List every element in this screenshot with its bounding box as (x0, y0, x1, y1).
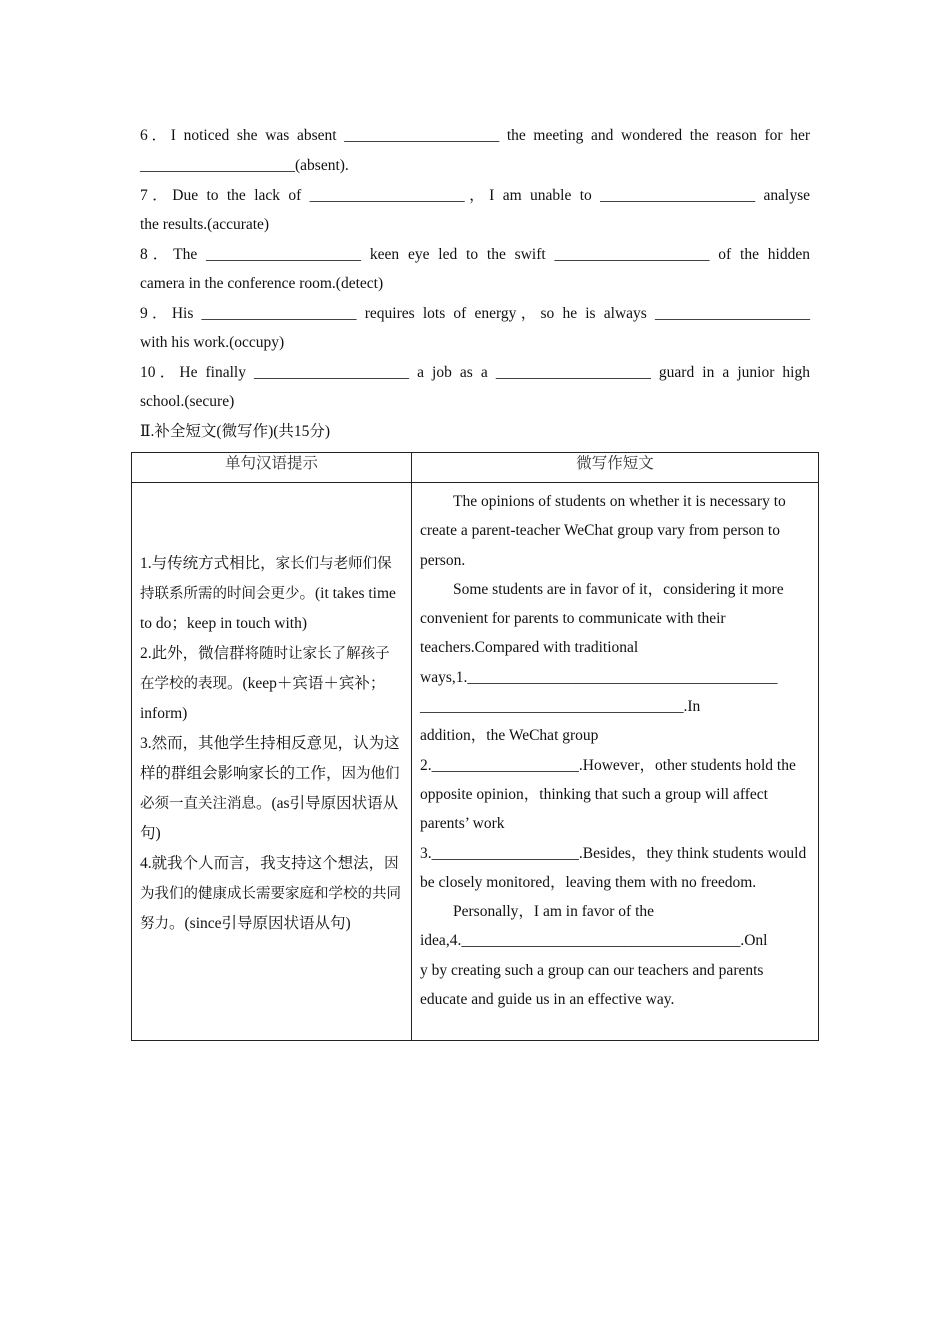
hint-3-note: 。(as引导原因状语从句) (140, 795, 399, 842)
hint-4 (140, 849, 403, 939)
essay-text (412, 483, 818, 1014)
hint-1-note: 。(it takes time to do；keep in touch with) (140, 585, 396, 632)
exercise-8-line-1: 8．The ____________________ keen eye led to the swift ____________________ of the hidden (140, 246, 810, 263)
essay-paragraph-3: Personally，I am in favor of the (453, 903, 655, 921)
blank-4-line: idea,4.____________________________________.Onl (420, 932, 768, 950)
exercise-7-line-1: 7．Due to the lack of ____________________，I am unable to ____________________ analyse (140, 187, 810, 204)
essay-paragraph-2: Some students are in favor of it，considering it more convenient for parents to communicate with their teachers.Compared with traditional (420, 580, 784, 657)
essay-addition: addition，the WeChat group (420, 727, 599, 745)
hint-3-key: 因为他们必须一直关注消息 (140, 766, 400, 812)
hint-1-key: 家长们与老师们保持联系所需的时间会更少 (140, 556, 392, 602)
exercise-6-line-2: ____________________(absent). (140, 157, 349, 174)
essay-conclusion: y by creating such a group can our teachers and parents educate and guide us in an effective way. (420, 961, 764, 1009)
hint-3-plain: 3.然而，其他学生持相反意见，认为这样的群组会影响家长的工作， (140, 735, 400, 782)
exercise-9-line-2: with his work.(occupy) (140, 334, 285, 351)
hint-1 (140, 549, 403, 639)
exercise-6-line-1: 6．I noticed she was absent ____________________ the meeting and wondered the reason for her (140, 127, 810, 144)
header-essay: 微写作短文 (412, 453, 819, 483)
blank-2-sentence: 2.___________________.However，other students hold the opposite opinion，thinking that such a group will affect parents’ work (420, 756, 796, 833)
hint-1-plain: 1.与传统方式相比， (140, 555, 276, 572)
exercise-7-line-2: the results.(accurate) (140, 216, 270, 233)
hint-2-note: 。(keep＋宾语＋宾补；inform) (140, 675, 386, 722)
blank-1-line-2: __________________________________.In (420, 698, 701, 716)
essay-paragraph-1: The opinions of students on whether it is necessary to create a parent-teacher WeChat group vary from person to person. (420, 493, 786, 569)
section-title: Ⅱ.补全短文(微写作)(共15分) (140, 423, 331, 440)
exercise-9-line-1: 9．His ____________________ requires lots of energy，so he is always ____________________ (140, 305, 810, 322)
hint-4-note: 。(since引导原因状语从句) (169, 915, 351, 932)
hint-2-key: 将随时让家长了解孩子在学校的表现 (140, 646, 390, 692)
exercise-10-line-1: 10．He finally ____________________ a job as a ____________________ guard in a junior high (140, 364, 810, 381)
blank-3-sentence: 3.___________________.Besides，they think students would be closely monitored，leaving them with no freedom. (420, 844, 807, 891)
header-hints: 单句汉语提示 (132, 453, 412, 483)
hint-4-key: 因为我们的健康成长需要家庭和学校的共同努力 (140, 856, 401, 932)
exercise-10-line-2: school.(secure) (140, 393, 235, 410)
hints-cell (132, 483, 412, 1041)
hints-list (132, 549, 411, 939)
essay-cell (412, 483, 819, 1041)
hint-2 (140, 639, 403, 729)
exercise-8-line-2: camera in the conference room.(detect) (140, 275, 384, 292)
blank-1-line-1: ways,1.________________________________________ (420, 668, 778, 686)
hint-2-plain: 2.此外，微信群 (140, 645, 245, 662)
hint-4-plain: 4.就我个人而言，我支持这个想法， (140, 855, 385, 872)
writing-table (131, 452, 819, 1041)
hint-3 (140, 729, 403, 849)
